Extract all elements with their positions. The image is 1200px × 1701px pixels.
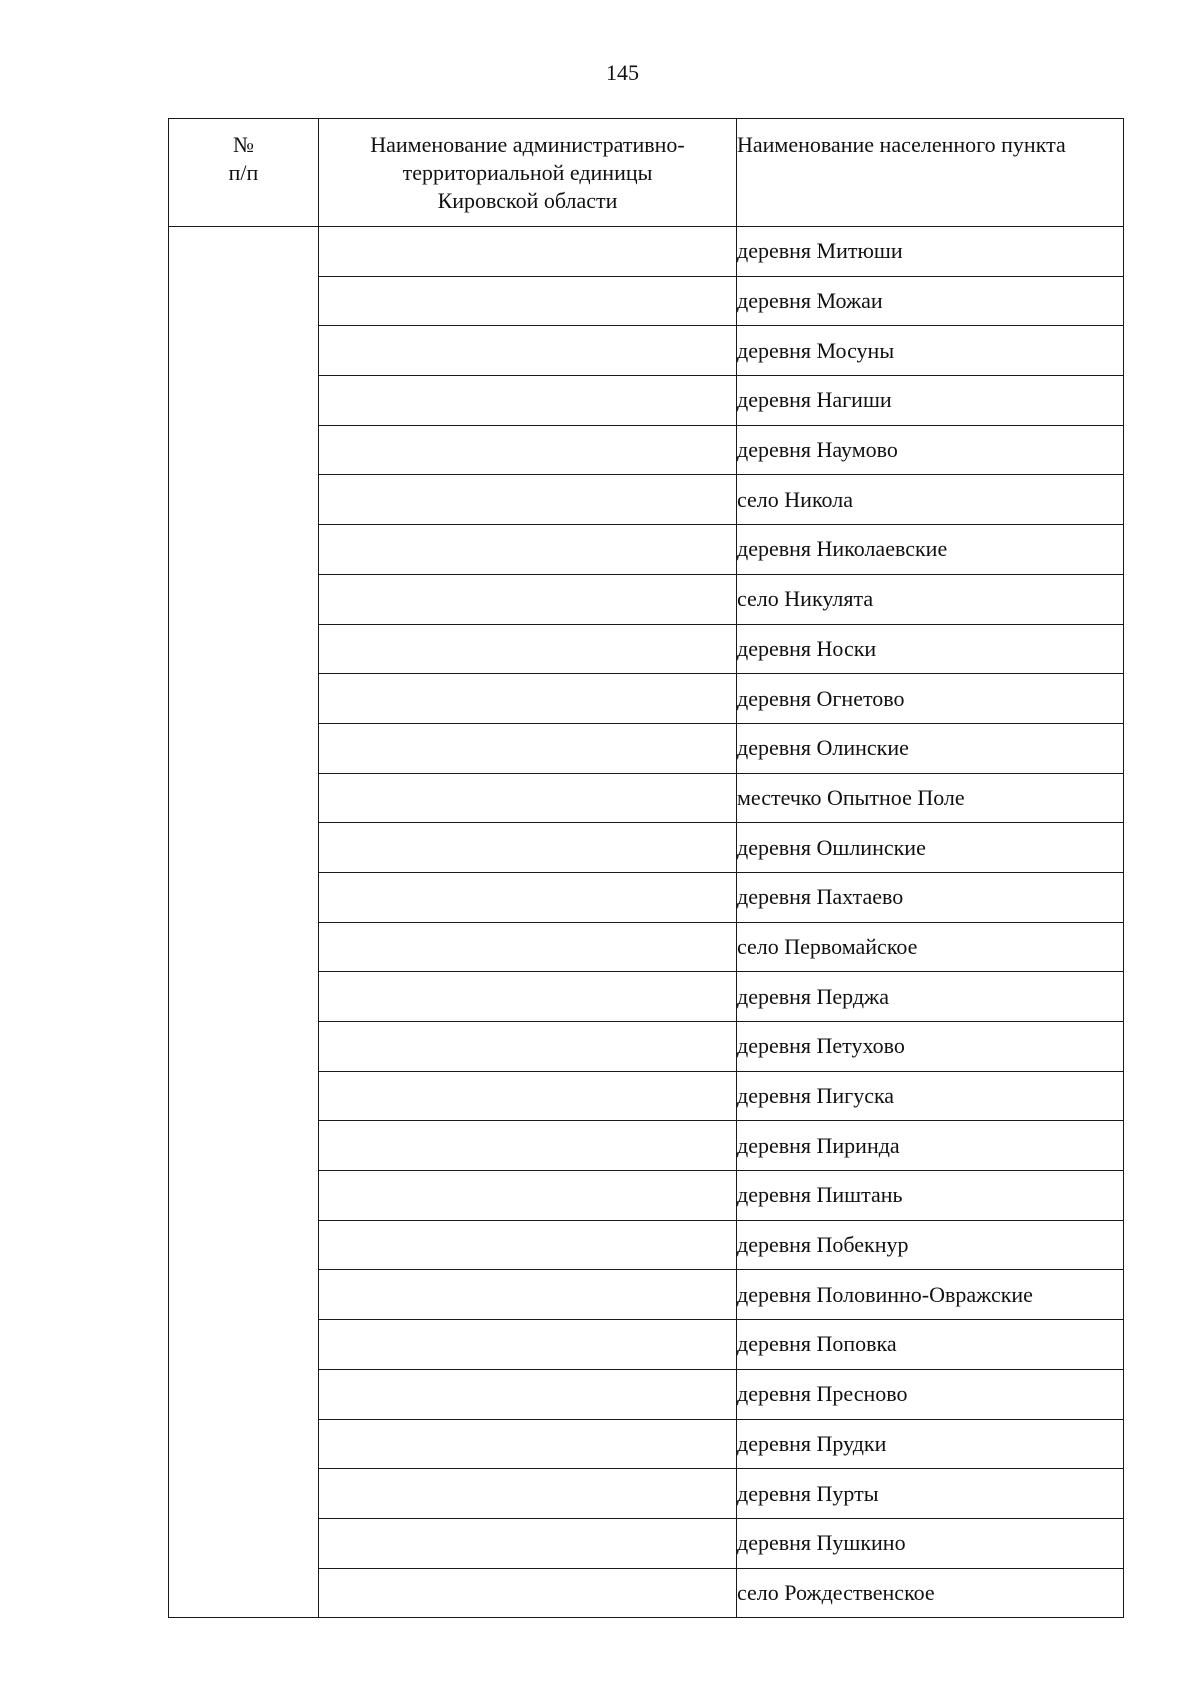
admin-unit-cell [319,1568,737,1618]
header-number-column [169,119,319,227]
admin-unit-cell [319,773,737,823]
settlement-name-cell: деревня Ошлинские [737,823,1124,873]
admin-unit-cell [319,475,737,525]
admin-unit-cell [319,723,737,773]
admin-unit-cell [319,1469,737,1519]
settlement-name-cell: местечко Опытное Поле [737,773,1124,823]
settlement-name-cell: деревня Пресново [737,1369,1124,1419]
settlement-name-cell: деревня Половинно-Овражские [737,1270,1124,1320]
settlement-name-cell: деревня Пушкино [737,1518,1124,1568]
admin-unit-cell [319,1369,737,1419]
admin-unit-cell [319,326,737,376]
settlement-name-cell: деревня Пиштань [737,1171,1124,1221]
settlements-table [168,118,1124,1618]
settlement-name-cell: деревня Можаи [737,276,1124,326]
header-admin-unit-line-3: Кировской области [437,188,618,213]
number-cell [169,227,319,1618]
admin-unit-cell [319,1121,737,1171]
admin-unit-cell [319,872,737,922]
table-row [169,227,1124,277]
admin-unit-cell [319,425,737,475]
settlement-name-cell: деревня Пурты [737,1469,1124,1519]
header-admin-unit-line-2: территориальной единицы [402,160,653,185]
settlement-name-cell: деревня Митюши [737,227,1124,277]
settlement-name-cell: село Никола [737,475,1124,525]
page-number: 145 [606,60,639,85]
header-admin-unit-line-1: Наименование административно- [370,132,685,157]
table-header [169,119,1124,227]
header-settlement-column [737,119,1124,227]
settlement-name-cell: село Рождественское [737,1568,1124,1618]
settlement-name-cell: деревня Олинские [737,723,1124,773]
admin-unit-cell [319,1022,737,1072]
header-number-symbol: № [233,132,254,157]
settlement-name-cell: село Первомайское [737,922,1124,972]
admin-unit-cell [319,823,737,873]
settlement-name-cell: деревня Пиринда [737,1121,1124,1171]
admin-unit-cell [319,922,737,972]
settlement-name-cell: деревня Мосуны [737,326,1124,376]
admin-unit-cell [319,674,737,724]
admin-unit-cell [319,624,737,674]
admin-unit-cell [319,525,737,575]
settlement-name-cell: деревня Наумово [737,425,1124,475]
settlement-name-cell: деревня Поповка [737,1320,1124,1370]
header-number-abbr: п/п [228,160,259,185]
settlement-name-cell: деревня Носки [737,624,1124,674]
settlement-name-cell: деревня Пигуска [737,1071,1124,1121]
settlement-name-cell: деревня Петухово [737,1022,1124,1072]
admin-unit-cell [319,276,737,326]
admin-unit-cell [319,972,737,1022]
settlement-name-cell: деревня Нагиши [737,376,1124,426]
admin-unit-cell [319,1518,737,1568]
admin-unit-cell [319,1171,737,1221]
header-admin-unit-column [319,119,737,227]
settlement-name-cell: деревня Перджа [737,972,1124,1022]
table-body [169,227,1124,1618]
settlement-name-cell: деревня Николаевские [737,525,1124,575]
admin-unit-cell [319,1220,737,1270]
admin-unit-cell [319,376,737,426]
admin-unit-cell [319,1071,737,1121]
admin-unit-cell [319,1419,737,1469]
settlement-name-cell: деревня Побекнур [737,1220,1124,1270]
settlement-name-cell: деревня Пахтаево [737,872,1124,922]
admin-unit-cell [319,574,737,624]
admin-unit-cell [319,1270,737,1320]
admin-unit-cell [319,227,737,277]
settlement-name-cell: деревня Огнетово [737,674,1124,724]
admin-unit-cell [319,1320,737,1370]
header-row [169,119,1124,227]
settlement-name-cell: село Никулята [737,574,1124,624]
header-settlement-label: Наименование населенного пункта [737,132,1066,157]
settlement-name-cell: деревня Прудки [737,1419,1124,1469]
